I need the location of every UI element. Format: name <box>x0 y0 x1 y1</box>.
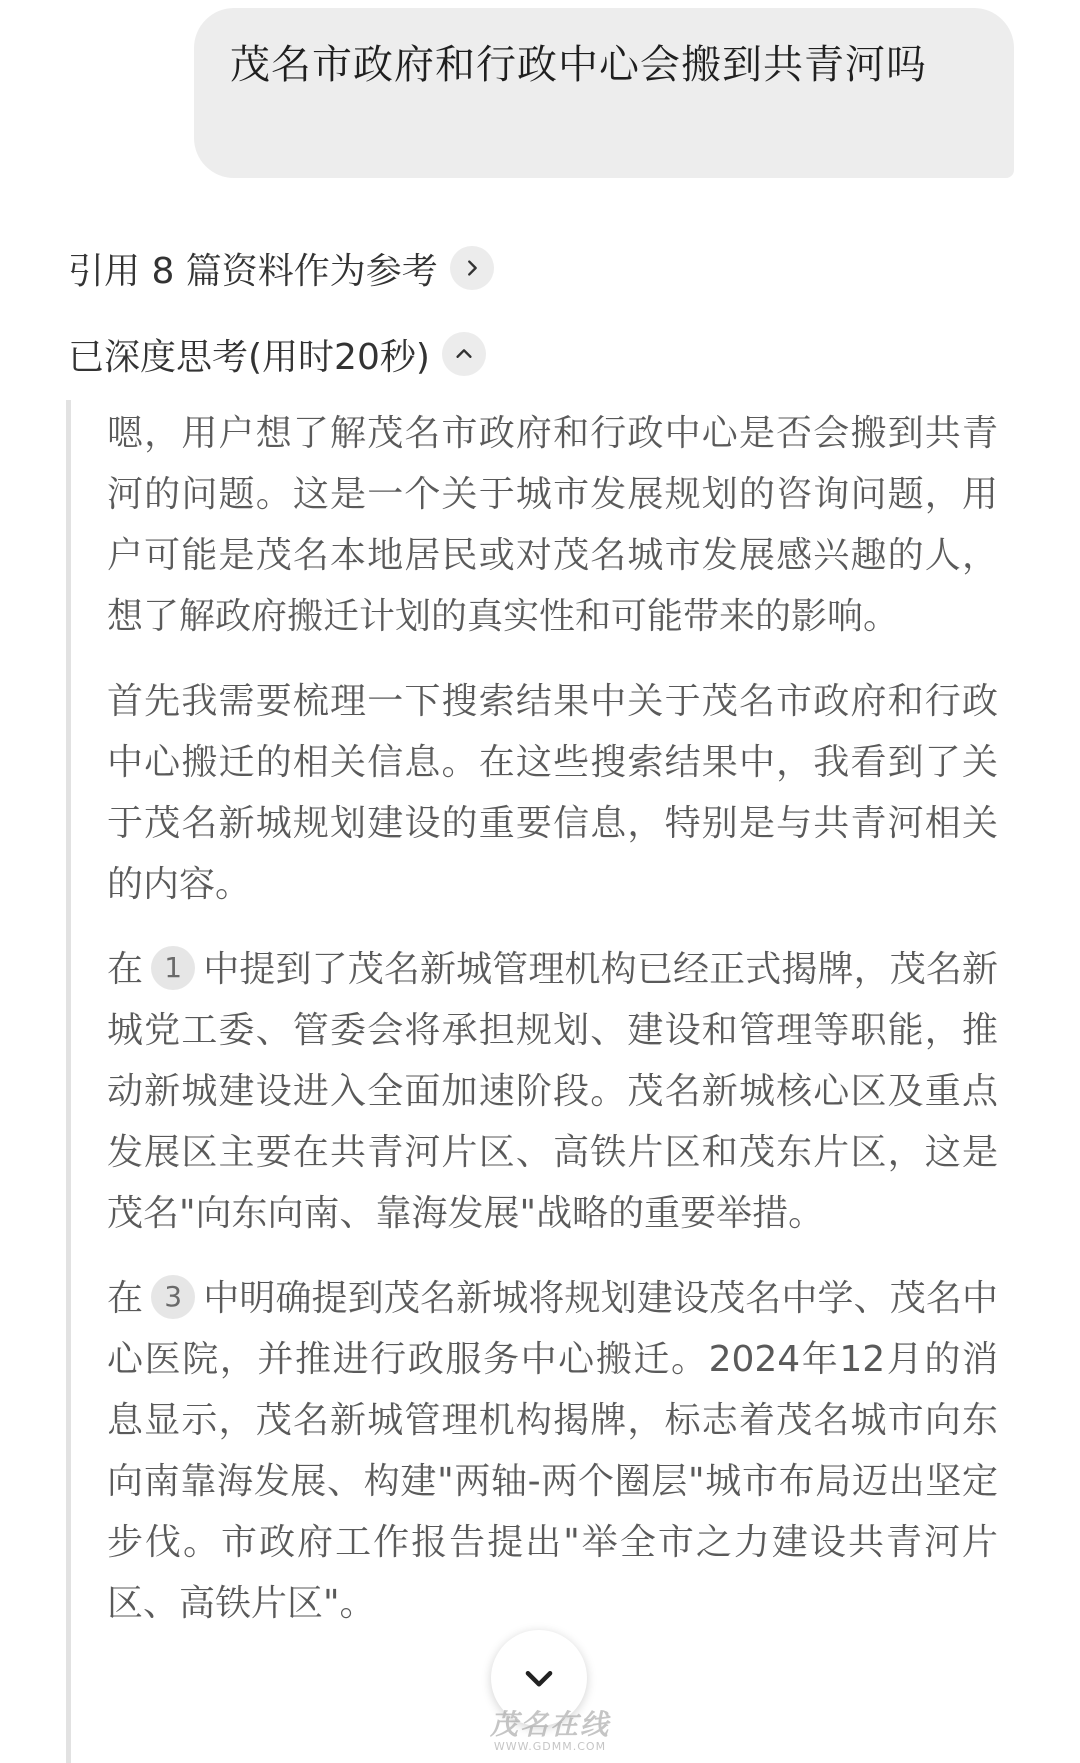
thinking-paragraph: 嗯，用户想了解茂名市政府和行政中心是否会搬到共青河的问题。这是一个关于城市发展规划的咨询问题，用户可能是茂名本地居民或对茂名城市发展感兴趣的人，想了解政府搬迁计划的真实性和可能带来的影响。 <box>107 413 998 637</box>
chevron-right-icon[interactable] <box>450 246 494 290</box>
thinking-toggle[interactable] <box>68 328 486 380</box>
watermark <box>440 1710 660 1760</box>
thinking-paragraph <box>107 939 998 1244</box>
references-toggle[interactable] <box>68 242 494 294</box>
watermark-url: WWW.GDMM.COM <box>493 1740 607 1753</box>
thinking-paragraph <box>107 1268 998 1634</box>
references-label: 引用 8 篇资料作为参考 <box>68 250 438 292</box>
citation-badge-1[interactable]: 1 <box>151 946 195 990</box>
user-message-text: 茂名市政府和行政中心会搬到共青河吗 <box>230 42 927 88</box>
thinking-label: 已深度思考(用时20秒) <box>68 336 430 378</box>
citation-badge-3[interactable]: 3 <box>151 1275 195 1319</box>
thinking-paragraph: 首先我需要梳理一下搜索结果中关于茂名市政府和行政中心搬迁的相关信息。在这些搜索结果中，我看到了关于茂名新城规划建设的重要信息，特别是与共青河相关的内容。 <box>107 681 998 905</box>
chevron-up-icon[interactable] <box>442 332 486 376</box>
chevron-down-icon <box>520 1659 558 1697</box>
thinking-content <box>66 400 1006 1763</box>
watermark-main: 茂名在线 <box>489 1708 610 1741</box>
paragraph-prefix: 在 <box>107 949 144 990</box>
paragraph-text: 中提到了茂名新城管理机构已经正式揭牌，茂名新城党工委、管委会将承担规划、建设和管理等职能，推动新城建设进入全面加速阶段。茂名新城核心区及重点发展区主要在共青河片区、高铁片区和茂东片区，这是茂名"向东向南、靠海发展"战略的重要举措。 <box>107 949 998 1234</box>
paragraph-text: 中明确提到茂名新城将规划建设茂名中学、茂名中心医院，并推进行政服务中心搬迁。2024年12月的消息显示，茂名新城管理机构揭牌，标志着茂名城市向东向南靠海发展、构建"两轴-两个圈层"城市布局迈出坚定步伐。市政府工作报告提出"举全市之力建设共青河片区、高铁片区"。 <box>107 1278 998 1624</box>
user-message-bubble <box>194 8 1014 178</box>
paragraph-prefix: 在 <box>107 1278 144 1319</box>
